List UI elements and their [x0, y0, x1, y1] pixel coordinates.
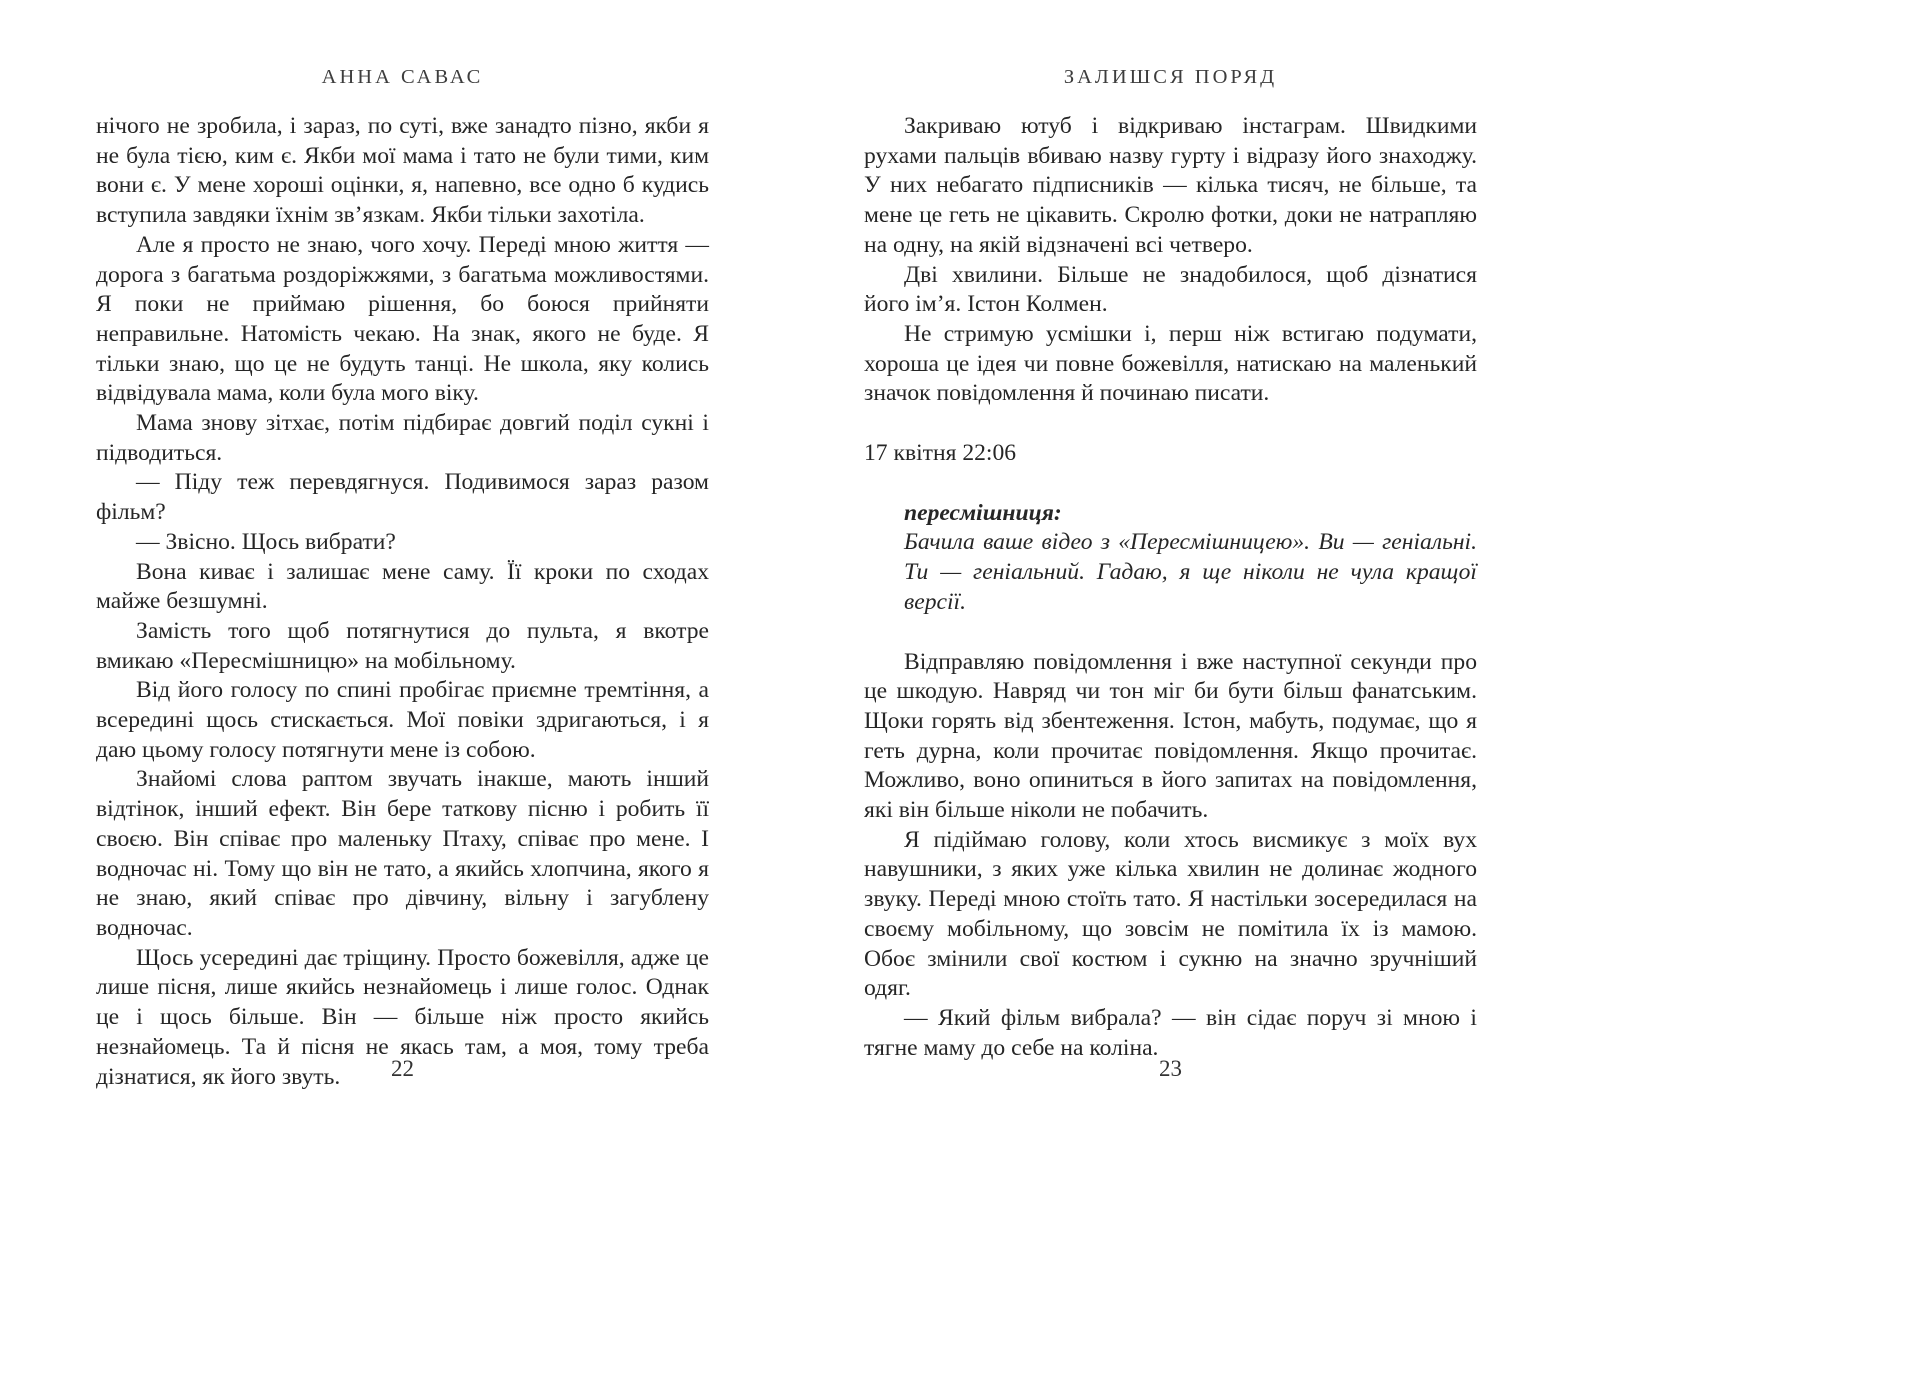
paragraph-text: Не стримую усмішки і, перш ніж встигаю подумати, хороша це ідея чи повне божевілля, натискаю на маленький значок повідомлення й починаю писати.	[864, 320, 1477, 407]
page-body-right	[864, 112, 1477, 1063]
dialogue-line	[96, 468, 709, 527]
paragraph	[96, 409, 709, 468]
paragraph-text: — Який фільм вибрала? — він сідає поруч зі мною і тягне маму до себе на коліна.	[864, 1004, 1477, 1061]
paragraph	[864, 826, 1477, 1004]
paragraph-text: Але я просто не знаю, чого хочу. Переді мною життя — дорога з багатьма роздоріжжями, з багатьма можливостями. Я поки не приймаю рішення, бо боюся прийняти неправильне. Натомість чекаю. На знак, якого не буде. Я тільки знаю, що це не будуть танці. Не школа, яку колись відвідувала мама, коли була мого віку.	[96, 231, 709, 407]
paragraph-text: Знайомі слова раптом звучать інакше, мають інший відтінок, інший ефект. Він бере таткову пісню і робить її своєю. Він співає про маленьку Птаху, співає про мене. І водночас ні. Тому що він не тато, а якийсь хлопчина, якого я не знаю, який співає про дівчину, вільну і загублену водночас.	[96, 766, 709, 941]
running-head-author: АННА САВАС	[321, 66, 484, 88]
paragraph	[96, 676, 709, 765]
paragraph	[96, 765, 709, 943]
page-right	[864, 0, 1477, 1390]
paragraph-text: Від його голосу по спині пробігає приємне тремтіння, а всередині щось стискається. Мої повіки здригаються, і я даю цьому голосу потягнути мене із собою.	[96, 677, 709, 763]
paragraph-text: Відправляю повідомлення і вже наступної секунди про це шкодую. Навряд чи тон міг би бути більш фанатським. Щоки горять від збентеження. Істон, мабуть, подумає, що я геть дурна, коли прочитає повідомлення. Якщо прочитає. Можливо, воно опиниться в його запитах на повідомлення, які він більше ніколи не побачить.	[864, 648, 1477, 824]
message-timestamp	[864, 439, 1477, 469]
paragraph-text: Закриваю ютуб і відкриваю інстаграм. Швидкими рухами пальців вбиваю назву гурту і відразу його знаходжу. У них небагато підписників — кілька тисяч, не більше, та мене це геть не цікавить. Скролю фотки, доки не натрапляю на одну, на якій відзначені всі четверо.	[864, 113, 1477, 258]
running-head-title: ЗАЛИШСЯ ПОРЯД	[1063, 66, 1278, 88]
paragraph-text: — Піду теж перевдягнуся. Подивимося зараз разом фільм?	[96, 469, 709, 526]
page-number-left: 22	[391, 1056, 414, 1081]
paragraph	[864, 112, 1477, 261]
paragraph-text: Дві хвилини. Більше не знадобилося, щоб дізнатися його ім’я. Істон Колмен.	[864, 261, 1477, 318]
paragraph	[96, 617, 709, 676]
paragraph-text: 17 квітня 22:06	[864, 440, 1017, 467]
dialogue-line	[96, 528, 709, 558]
message-sender: пересмішниця:	[904, 499, 1062, 526]
paragraph-text: Щось усередині дає тріщину. Просто божевілля, адже це лише пісня, лише якийсь незнайомець і лише голос. Однак це і щось більше. Він — більше ніж просто якийсь незнайомець. Та й пісня не якась там, а моя, тому треба дізнатися, як його звуть.	[96, 944, 709, 1090]
paragraph-text: — Звісно. Щось вибрати?	[136, 528, 396, 555]
page-left	[96, 0, 709, 1390]
page-number-right: 23	[1159, 1056, 1182, 1081]
paragraph	[864, 261, 1477, 320]
paragraph-text: Замість того щоб потягнутися до пульта, я вкотре вмикаю «Пересмішницю» на мобільному.	[96, 617, 709, 674]
paragraph-text: Бачила ваше відео з «Пересмішницею». Ви — геніальні. Ти — геніальний. Гадаю, я ще ніколи не чула кращої версії.	[904, 529, 1477, 615]
paragraph	[96, 231, 709, 409]
paragraph-text: Вона киває і залишає мене саму. Її кроки по сходах майже безшумні.	[96, 558, 709, 615]
paragraph-continuation	[96, 112, 709, 231]
paragraph-text: нічого не зробила, і зараз, по суті, вже занадто пізно, якби я не була тією, ким є. Якби мої мама і тато не були тими, ким вони є. У мене хороші оцінки, я, напевно, все одно б кудись вступила завдяки їхнім зв’язкам. Якби тільки захотіла.	[96, 113, 709, 229]
paragraph	[864, 320, 1477, 409]
paragraph	[864, 648, 1477, 826]
paragraph-text: Мама знову зітхає, потім підбирає довгий поділ сукні і підводиться.	[96, 410, 709, 466]
paragraph-text: Я підіймаю голову, коли хтось висмикує з моїх вух навушники, з яких уже кілька хвилин не долинає жодного звуку. Переді мною стоїть тато. Я настільки зосередилася на своєму мобільному, що зовсім не помітила їх із мамою. Обоє змінили свої костюм і сукню на значно зручніший одяг.	[864, 826, 1477, 1002]
instagram-message	[904, 499, 1477, 618]
page-body-left	[96, 112, 709, 1092]
paragraph	[96, 558, 709, 617]
dialogue-line	[864, 1004, 1477, 1063]
